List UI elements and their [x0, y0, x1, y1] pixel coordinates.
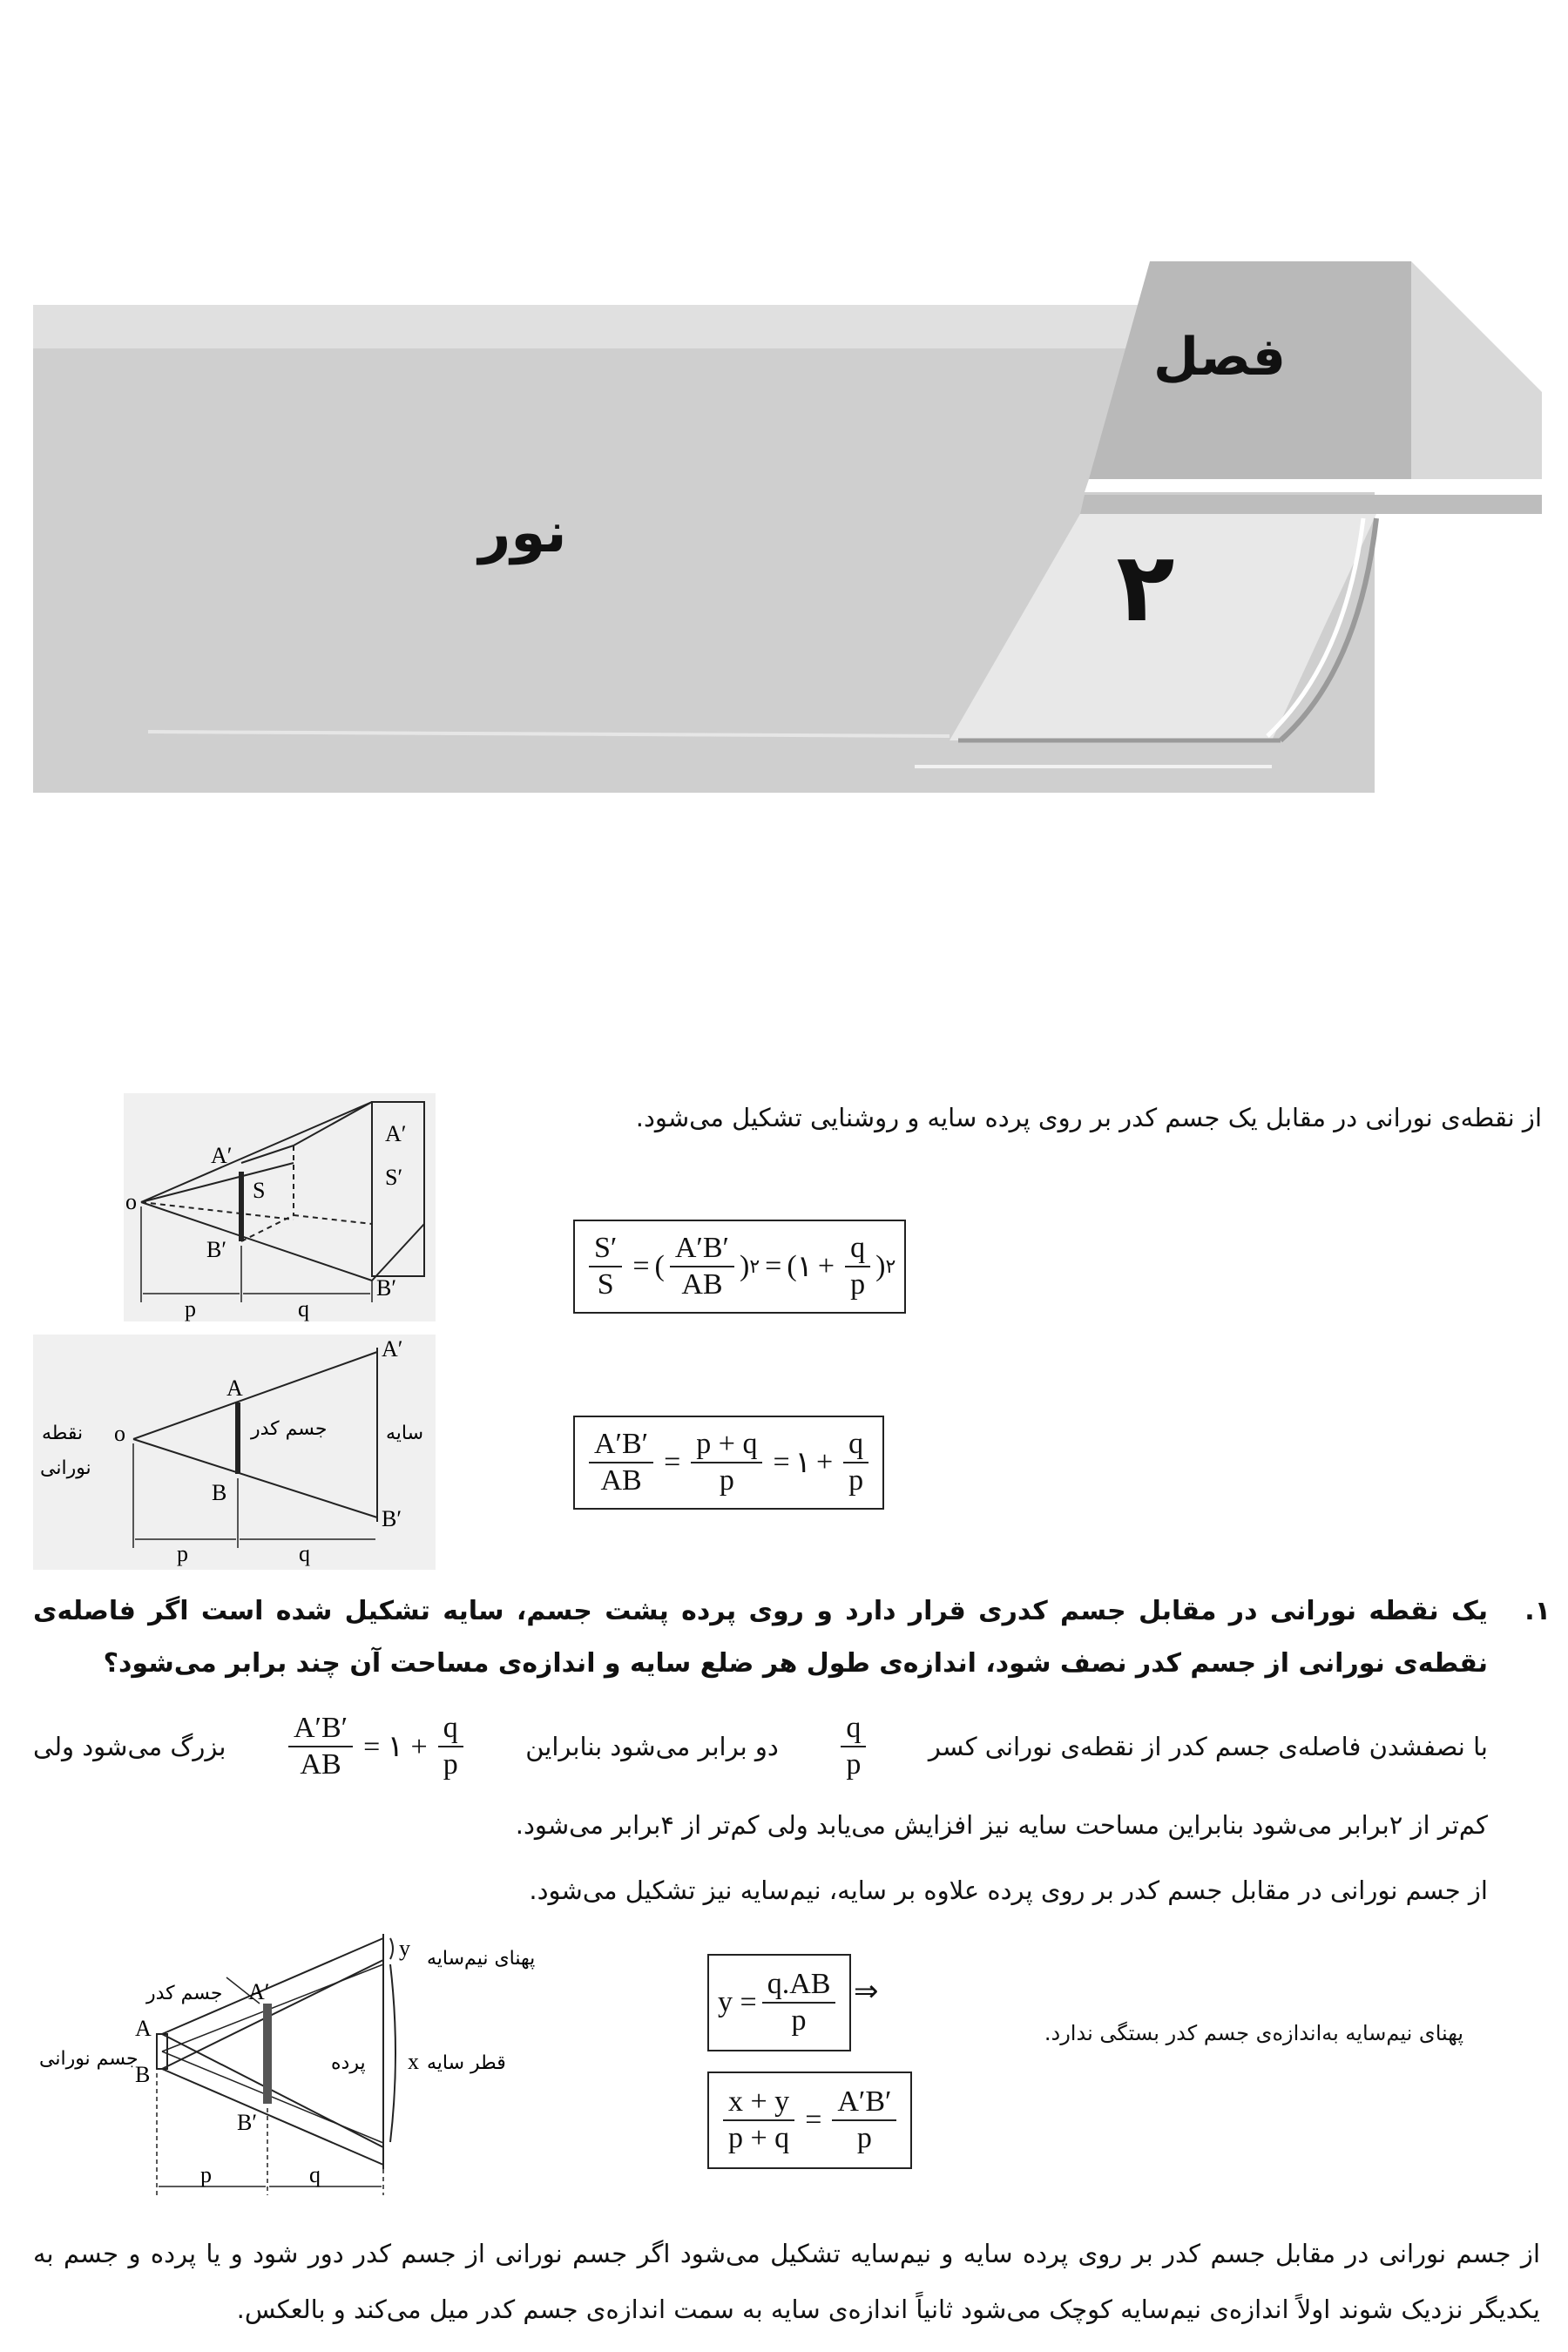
fig2-label: نورانی	[40, 1457, 91, 1479]
chapter-title: نور	[478, 501, 567, 565]
figure-shadow-2d	[33, 1335, 436, 1570]
chapter-banner	[0, 253, 1568, 810]
chapter-number: ۲	[1116, 531, 1175, 643]
fig3-label: y	[399, 1936, 410, 1961]
fig3-label: پرده	[331, 2052, 366, 2074]
fig3-label: پهنای نیم‌سایه	[427, 1948, 536, 1970]
fig3-label: A	[135, 2016, 152, 2041]
figure-penumbra	[35, 1930, 558, 2200]
figure-shadow-pyramid	[124, 1093, 436, 1321]
fig1-label: S′	[385, 1165, 403, 1190]
fig1-label: q	[298, 1296, 309, 1321]
fig2-label: سایه	[386, 1423, 424, 1444]
fig2-label: q	[299, 1541, 310, 1566]
fig1-label: o	[125, 1189, 137, 1214]
shadow-diameter-formula: $\frac{x + y}{p + q}$ = $\frac{A'B'}{p}$	[707, 2072, 912, 2169]
answer-fraction: $\frac{q}{p}$	[841, 1711, 866, 1782]
fig2-label: p	[177, 1541, 188, 1566]
answer-part-2: دو برابر می‌شود بنابراین	[525, 1732, 779, 1761]
penumbra-intro: از جسم نورانی در مقابل جسم کدر بر روی پرده علاوه بر سایه، نیم‌سایه نیز تشکیل می‌شود.	[529, 1876, 1488, 1905]
fig3-label: جسم نورانی	[39, 2048, 139, 2070]
fig1-label: B′	[206, 1237, 227, 1262]
chapter-label: فصل	[1153, 327, 1286, 388]
fig2-label: نقطه	[42, 1423, 84, 1444]
shadow-length-formula: $\frac{A'B'}{AB}$ = $\frac{p + q}{p}$ = ۱ + $\frac{q}{p}$	[573, 1416, 884, 1510]
intro-paragraph: از نقطه‌ی نورانی در مقابل یک جسم کدر بر روی پرده سایه و روشنایی تشکیل می‌شود.	[635, 1103, 1542, 1132]
fig2-label: o	[114, 1421, 125, 1446]
fig2-label: A	[226, 1375, 243, 1401]
question-number: ۱.	[1524, 1596, 1551, 1626]
fig3-label: قطر سایه	[427, 2052, 506, 2074]
answer-part-3: بزرگ می‌شود ولی	[33, 1732, 226, 1761]
answer-line-2: کم‌تر از ۲برابر می‌شود بنابراین مساحت سایه نیز افزایش می‌یابد ولی کم‌تر از ۴برابر می‌شود.	[515, 1810, 1488, 1840]
fig3-label: p	[200, 2162, 212, 2187]
question-text: یک نقطه نورانی در مقابل جسم کدری قرار دارد و روی پرده پشت جسم، سایه تشکیل شده است اگر فاصله‌ی نقطه‌ی نورانی از جسم کدر نصف شود، اندازه‌ی طول هر ضلع سایه و اندازه‌ی مساحت آن چند برابر می‌شود؟	[33, 1596, 1488, 1679]
fig1-label: B′	[376, 1275, 397, 1301]
fig2-label: A′	[382, 1336, 403, 1362]
fig1-label: S	[253, 1178, 266, 1203]
implies-arrow: ⇒	[854, 1974, 879, 2009]
answer-part-1: با نصفشدن فاصله‌ی جسم کدر از نقطه‌ی نورانی کسر	[928, 1732, 1488, 1761]
fig2-label: B	[212, 1480, 227, 1505]
closing-paragraph: از جسم نورانی در مقابل جسم کدر بر روی پرده سایه و نیم‌سایه تشکیل می‌شود اگر جسم نورانی از جسم کدر دور شود و یا پرده و جسم به یکدیگر نزدیک شوند اولاً اندازه‌ی نیم‌سایه کوچک می‌شود ثانیاً اندازه‌ی سایه به سمت اندازه‌ی جسم کدر میل می‌کند و بالعکس.	[33, 2239, 1540, 2324]
penumbra-note: پهنای نیم‌سایه به‌اندازه‌ی جسم کدر بستگی ندارد.	[1044, 2021, 1463, 2045]
fig1-label: p	[185, 1296, 196, 1321]
answer-line-1	[33, 1707, 1488, 1786]
fig3-label: جسم کدر	[146, 1983, 223, 2004]
fig3-label: q	[309, 2162, 321, 2187]
fig2-label: B′	[382, 1506, 402, 1531]
fig3-label: x	[408, 2049, 419, 2074]
fig2-label: جسم کدر	[251, 1418, 328, 1440]
fig1-label: A′	[385, 1121, 407, 1146]
answer-equation: $\frac{A'B'}{AB}$ = ۱ + $\frac{q}{p}$	[283, 1711, 469, 1782]
fig3-label: A′	[248, 1979, 270, 2004]
fig3-label: B′	[237, 2110, 258, 2135]
penumbra-width-formula: y = $\frac{q.AB}{p}$	[707, 1954, 851, 2051]
fig3-label: B	[135, 2062, 151, 2087]
shadow-area-formula: $\frac{S'}{S}$ = ( $\frac{A'B'}{AB}$ ) ۲ = ( ۱ + $\frac{q}{p}$ ) ۲	[573, 1220, 906, 1314]
fig1-label: A′	[211, 1143, 233, 1168]
